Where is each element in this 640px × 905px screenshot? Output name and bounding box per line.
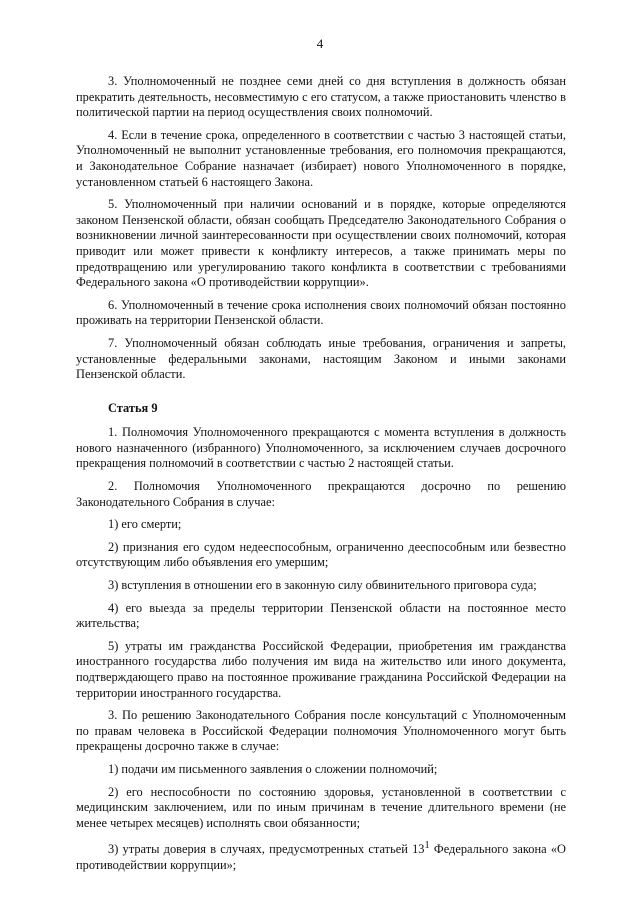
paragraph: 2. Полномочия Уполномоченного прекращаются досрочно по решению Законодательного Собрания в случае: [76,479,566,509]
paragraph: 3. По решению Законодательного Собрания после консультаций с Уполномоченным по правам человека в Российской Федерации полномочия Уполномоченного могут быть прекращены досрочно также в случае: [76,708,566,754]
list-item: 1) подачи им письменного заявления о сложении полномочий; [108,761,438,776]
list-item-text: Федерального закона «О противодействии коррупции»; [76,842,566,873]
paragraph: 4. Если в течение срока, определенного в соответствии с частью 3 настоящей статьи, Уполномоченный не выполнит установленные требования, его полномочия прекращаются, и Законодательное Собрание назначает (избирает) нового Уполномоченного в порядке, установленном статьей 6 настоящего Закона. [76,127,566,189]
page-number: 4 [316,36,324,51]
list-item-text: 3) утраты доверия в случаях, предусмотренных статьей 13 [108,842,425,857]
list-item: 4) его выезда за пределы территории Пензенской области на постоянное место жительства; [76,600,566,631]
list-item: 3) вступления в отношении его в законную силу обвинительного приговора суда; [108,578,537,593]
document-body [76,74,566,881]
paragraph: 6. Уполномоченный в течение срока исполнения своих полномочий обязан постоянно проживать на территории Пензенской области. [76,297,566,328]
superscript: 1 [424,840,430,852]
paragraph: 1. Полномочия Уполномоченного прекращаются с момента вступления в должность нового назначенного (избранного) Уполномоченного, за исключением случаев досрочного прекращения полномочий в соответствии с частью 2 настоящей статьи. [76,425,566,471]
list-item: 2) признания его судом недееспособным, ограниченно дееспособным или безвестно отсутствующим либо объявления его умершим; [76,539,566,570]
article-heading: Статья 9 [108,400,158,415]
list-item-last [76,838,566,873]
paragraph: 7. Уполномоченный обязан соблюдать иные требования, ограничения и запреты, установленные федеральными законами, настоящим Законом и иными законами Пензенской области. [76,335,566,382]
list-item: 1) его смерти; [108,517,182,532]
list-item: 2) его неспособности по состоянию здоровья, установленной в соответствии с медицинским заключением, или по иным причинам в течение длительного времени (не менее четырех месяцев) исполнять свои обязанности; [76,784,566,830]
list-item: 5) утраты им гражданства Российской Федерации, приобретения им гражданства иностранного государства либо получения им вида на жительство или иного документа, подтверждающего право на постоянное проживание гражданина Российской Федерации на территории иностранного государства. [76,638,566,700]
paragraph: 5. Уполномоченный при наличии оснований и в порядке, которые определяются законом Пензенской области, обязан сообщать Председателю Законодательного Собрания о возникновении личной заинтересованности при осуществлении своих полномочий, которая приводит или может привести к конфликту интересов, а также принимать меры по предотвращению или урегулированию такого конфликта в соответствии с требованиями Федерального закона «О противодействии коррупции». [76,197,566,290]
paragraph: 3. Уполномоченный не позднее семи дней со дня вступления в должность обязан прекратить деятельность, несовместимую с его статусом, а также приостановить членство в политической партии на период осуществления своих полномочий. [76,74,566,120]
